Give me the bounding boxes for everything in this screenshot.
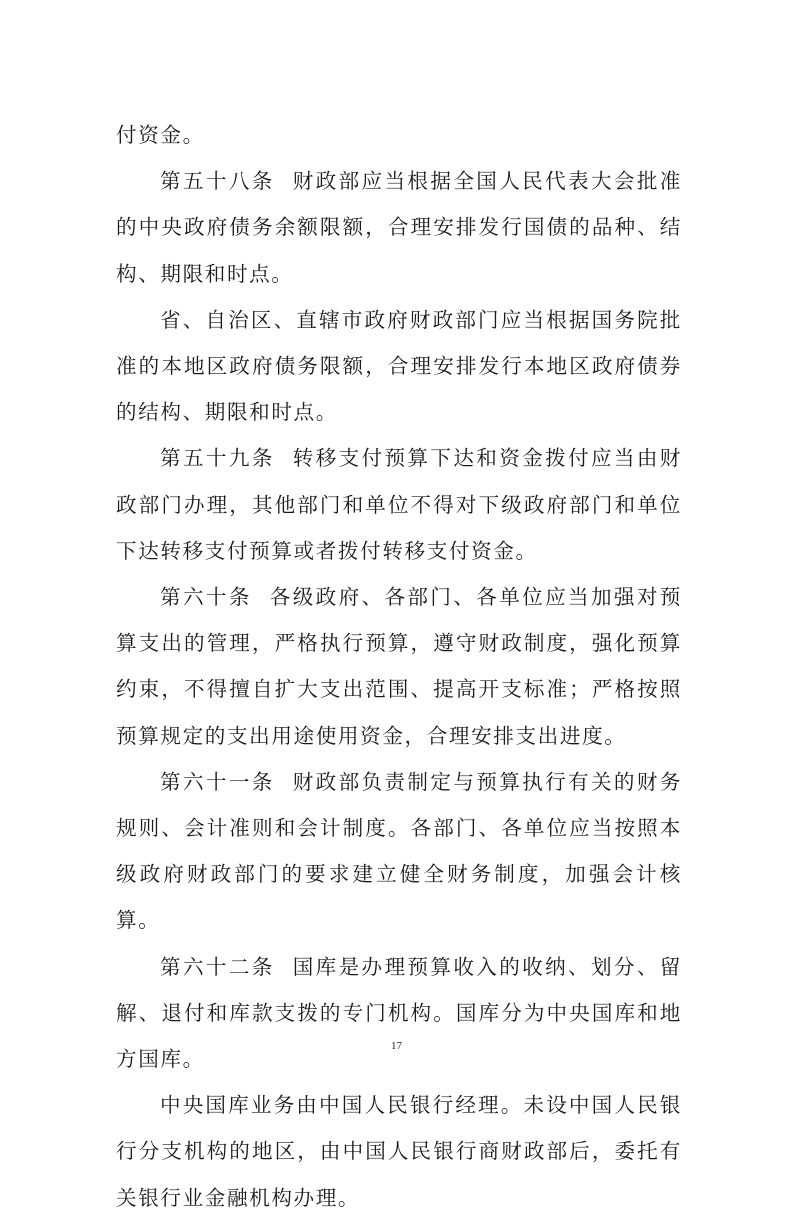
article-58: [116, 158, 682, 297]
paragraph-text: 财政部负责制定与预算执行有关的财务规则、会计准则和会计制度。各部门、各单位应当按照本级政府财政部门的要求建立健全财务制度，加强会计核算。: [116, 769, 682, 933]
article-number: 第六十二条: [160, 954, 275, 979]
document-body: [116, 112, 682, 1221]
article-58-paragraph-2: [116, 297, 682, 436]
article-59: [116, 435, 682, 574]
paragraph-text: 转移支付预算下达和资金拨付应当由财政部门办理，其他部门和单位不得对下级政府部门和单位下达转移支付预算或者拨付转移支付资金。: [116, 446, 682, 563]
paragraph-text: 中央国库业务由中国人民银行经理。未设中国人民银行分支机构的地区，由中国人民银行商财政部后，委托有关银行业金融机构办理。: [116, 1093, 682, 1210]
paragraph-text: 各级政府、各部门、各单位应当加强对预算支出的管理，严格执行预算，遵守财政制度，强化预算约束，不得擅自扩大支出范围、提高开支标准；严格按照预算规定的支出用途使用资金，合理安排支出进度。: [116, 585, 682, 748]
article-number: 第五十八条: [160, 169, 275, 194]
paragraph-text: 国库是办理预算收入的收纳、划分、留解、退付和库款支拨的专门机构。国库分为中央国库和地方国库。: [116, 954, 682, 1072]
paragraph-continuation: [116, 112, 682, 158]
article-number: 第五十九条: [160, 446, 275, 471]
paragraph-text: 付资金。: [116, 123, 205, 147]
article-60: [116, 574, 682, 759]
article-62: [116, 944, 682, 1083]
article-62-paragraph-2: [116, 1082, 682, 1221]
article-61: [116, 759, 682, 944]
page-number: 17: [391, 1040, 402, 1052]
article-number: 第六十一条: [160, 769, 275, 794]
paragraph-text: 省、自治区、直辖市政府财政部门应当根据国务院批准的本地区政府债务限额，合理安排发行本地区政府债券的结构、期限和时点。: [116, 307, 682, 425]
paragraph-text: 财政部应当根据全国人民代表大会批准的中央政府债务余额限额，合理安排发行国债的品种、结构、期限和时点。: [116, 169, 682, 286]
article-number: 第六十条: [160, 585, 252, 610]
